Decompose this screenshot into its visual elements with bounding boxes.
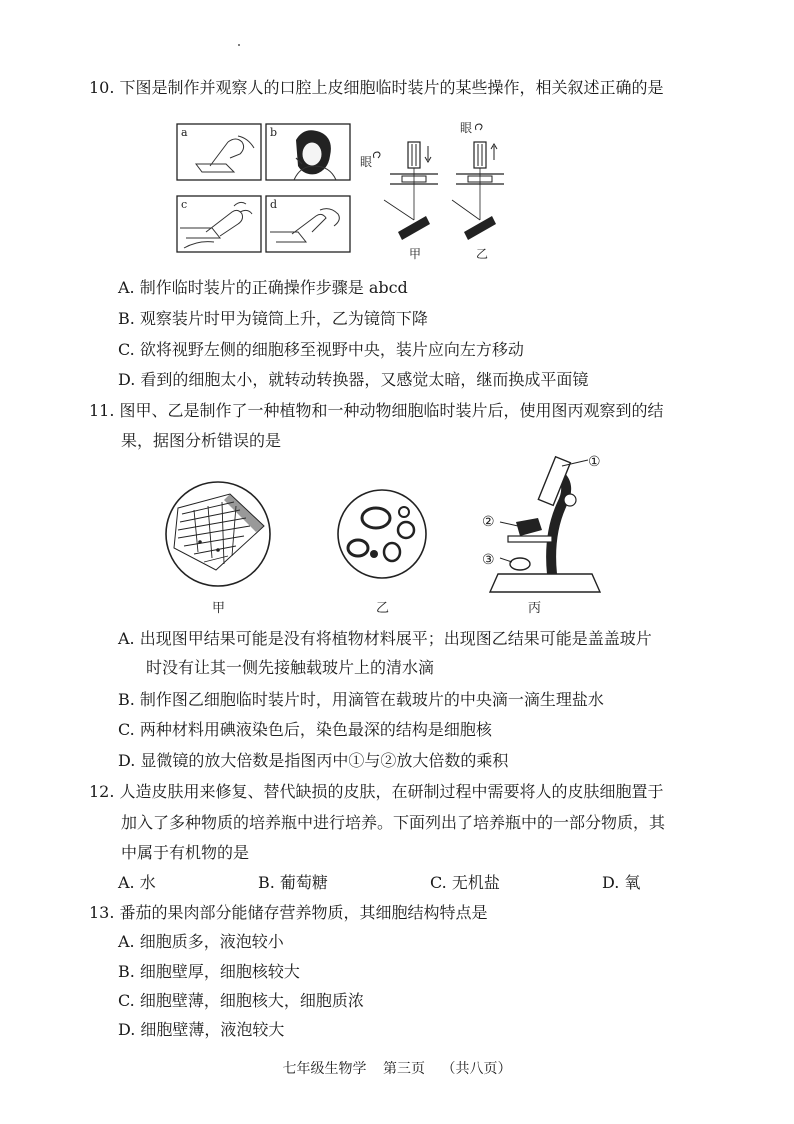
bing-label: 丙 bbox=[528, 601, 542, 616]
label-2: ② bbox=[482, 514, 495, 530]
q12-option-a: A. 水 bbox=[118, 873, 156, 892]
q11-option-c: C. 两种材料用碘液染色后，染色最深的结构是细胞核 bbox=[118, 720, 492, 739]
microscope-drawing bbox=[490, 457, 600, 592]
q11-option-d: D. 显微镜的放大倍数是指图丙中①与②放大倍数的乘积 bbox=[118, 751, 509, 770]
label-1: ① bbox=[588, 454, 601, 470]
q10-stem: 10. 下图是制作并观察人的口腔上皮细胞临时装片的某些操作，相关叙述正确的是 bbox=[89, 78, 664, 97]
panel-d-label: d bbox=[270, 198, 278, 211]
q11-option-b: B. 制作图乙细胞临时装片时，用滴管在载玻片的中央滴一滴生理盐水 bbox=[118, 690, 604, 709]
q13-stem: 13. 番茄的果肉部分能储存营养物质，其细胞结构特点是 bbox=[89, 903, 488, 922]
q10-option-b: B. 观察装片时甲为镜筒上升，乙为镜筒下降 bbox=[118, 309, 428, 328]
q13-option-b: B. 细胞壁厚，细胞核较大 bbox=[118, 962, 300, 981]
q13-option-c: C. 细胞壁薄，细胞核大，细胞质浓 bbox=[118, 991, 364, 1010]
q13-option-d: D. 细胞壁薄，液泡较大 bbox=[118, 1020, 285, 1039]
panel-a-label: a bbox=[181, 126, 188, 139]
panel-b-drawing bbox=[266, 124, 350, 180]
q13-option-a: A. 细胞质多，液泡较小 bbox=[118, 932, 284, 951]
q12-stem-line-2: 加入了多种物质的培养瓶中进行培养。下面列出了培养瓶中的一部分物质，其 bbox=[121, 813, 666, 832]
jia-label-q11: 甲 bbox=[212, 601, 226, 616]
q10-option-a: A. 制作临时装片的正确操作步骤是 abcd bbox=[118, 278, 408, 297]
q12-option-d: D. 氧 bbox=[602, 873, 641, 892]
focus-diagram-jia bbox=[360, 142, 438, 260]
q11-option-a-line-1: A. 出现图甲结果可能是没有将植物材料展平；出现图乙结果可能是盖盖玻片 bbox=[118, 629, 652, 648]
plant-cells-view bbox=[166, 482, 270, 586]
q12-stem-line-1: 12. 人造皮肤用来修复、替代缺损的皮肤，在研制过程中需要将人的皮肤细胞置于 bbox=[89, 782, 664, 801]
footer-page: 第三页 bbox=[383, 1061, 425, 1077]
yi-label: 乙 bbox=[476, 247, 489, 260]
q12-option-c: C. 无机盐 bbox=[430, 873, 500, 892]
panel-c-label: c bbox=[181, 198, 188, 211]
animal-cells-view bbox=[338, 490, 426, 578]
q11-figure bbox=[160, 452, 610, 622]
footer-total: （共八页） bbox=[441, 1061, 512, 1077]
q10-option-c: C. 欲将视野左侧的细胞移至视野中央，装片应向左方移动 bbox=[118, 340, 524, 359]
eye-label-2: 眼 bbox=[460, 121, 473, 135]
yi-label-q11: 乙 bbox=[376, 601, 390, 616]
q10-figure bbox=[176, 120, 506, 260]
q11-stem-line-1: 11. 图甲、乙是制作了一种植物和一种动物细胞临时装片后，使用图丙观察到的结 bbox=[89, 401, 664, 420]
q11-option-a-line-2: 时没有让其一侧先接触载玻片上的清水滴 bbox=[146, 658, 435, 677]
panel-a-drawing bbox=[177, 124, 261, 180]
panel-b-label: b bbox=[270, 126, 278, 139]
focus-diagram-yi bbox=[452, 121, 504, 260]
q11-stem-line-2: 果，据图分析错误的是 bbox=[121, 431, 282, 450]
jia-label: 甲 bbox=[409, 247, 422, 260]
q12-option-b: B. 葡萄糖 bbox=[258, 873, 328, 892]
page-footer bbox=[0, 1058, 794, 1078]
q10-option-d: D. 看到的细胞太小，就转动转换器，又感觉太暗，继而换成平面镜 bbox=[118, 370, 589, 389]
label-3: ③ bbox=[482, 552, 495, 568]
panel-d-drawing bbox=[266, 196, 350, 252]
eye-label-1: 眼 bbox=[360, 155, 373, 169]
footer-subject: 七年级生物学 bbox=[282, 1061, 367, 1077]
scan-speck bbox=[238, 44, 240, 46]
panel-c-drawing bbox=[177, 196, 261, 252]
q12-stem-line-3: 中属于有机物的是 bbox=[121, 843, 250, 862]
